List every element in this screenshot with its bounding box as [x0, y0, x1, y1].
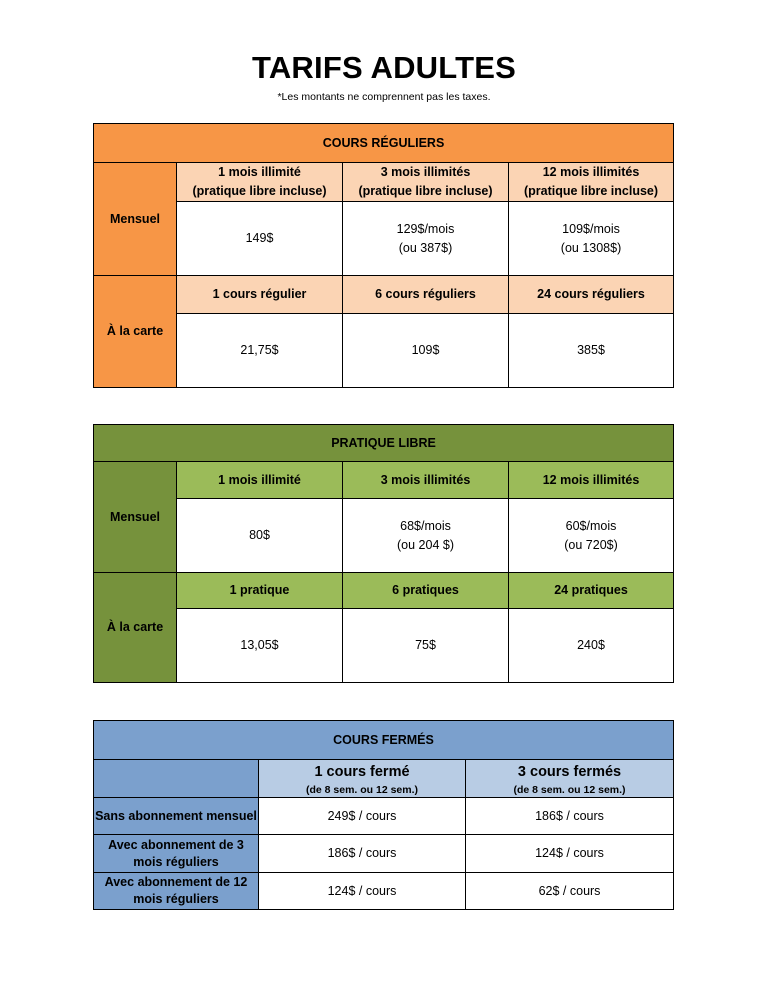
page-title: TARIFS ADULTES [252, 50, 516, 85]
price-cell: 124$ / cours [466, 835, 674, 873]
row-label: Avec abonnement de 3 mois réguliers [94, 835, 259, 873]
column-header: 1 cours fermé (de 8 sem. ou 12 sem.) [259, 760, 466, 798]
price-cell: 21,75$ [177, 314, 343, 388]
price-cell: 109$/mois (ou 1308$) [509, 202, 674, 276]
column-header: 1 pratique [177, 573, 343, 609]
price-cell: 62$ / cours [466, 873, 674, 910]
column-header: 6 pratiques [343, 573, 509, 609]
cours-reguliers-heading: COURS RÉGULIERS [94, 124, 674, 163]
column-header: 6 cours réguliers [343, 276, 509, 314]
column-header: 1 mois illimité [177, 462, 343, 499]
cours-fermes-heading: COURS FERMÉS [94, 721, 674, 760]
row-label: Sans abonnement mensuel [94, 798, 259, 835]
corner-cell [94, 760, 259, 798]
tax-note: *Les montants ne comprennent pas les taxes. [277, 91, 491, 103]
price-cell: 186$ / cours [259, 835, 466, 873]
row-label: Avec abonnement de 12 mois réguliers [94, 873, 259, 910]
pratique-libre-heading: PRATIQUE LIBRE [94, 425, 674, 462]
column-header: 3 mois illimités [343, 462, 509, 499]
price-cell: 60$/mois (ou 720$) [509, 499, 674, 573]
a-la-carte-label: À la carte [94, 276, 177, 388]
column-header: 3 mois illimités (pratique libre incluse) [343, 163, 509, 202]
column-header: 1 cours régulier [177, 276, 343, 314]
price-cell: 75$ [343, 609, 509, 683]
price-cell: 80$ [177, 499, 343, 573]
price-cell: 385$ [509, 314, 674, 388]
mensuel-label: Mensuel [94, 462, 177, 573]
price-cell: 68$/mois (ou 204 $) [343, 499, 509, 573]
price-cell: 186$ / cours [466, 798, 674, 835]
a-la-carte-label: À la carte [94, 573, 177, 683]
column-header: 12 mois illimités [509, 462, 674, 499]
price-cell: 149$ [177, 202, 343, 276]
cours-fermes-table [93, 720, 674, 910]
price-cell: 129$/mois (ou 387$) [343, 202, 509, 276]
price-cell: 249$ / cours [259, 798, 466, 835]
column-header: 24 cours réguliers [509, 276, 674, 314]
column-header: 12 mois illimités (pratique libre incluse) [509, 163, 674, 202]
cours-reguliers-table [93, 123, 674, 388]
price-cell: 109$ [343, 314, 509, 388]
price-cell: 13,05$ [177, 609, 343, 683]
mensuel-label: Mensuel [94, 163, 177, 276]
column-header: 3 cours fermés (de 8 sem. ou 12 sem.) [466, 760, 674, 798]
column-header: 1 mois illimité (pratique libre incluse) [177, 163, 343, 202]
column-header: 24 pratiques [509, 573, 674, 609]
pratique-libre-table [93, 424, 674, 683]
price-cell: 240$ [509, 609, 674, 683]
price-cell: 124$ / cours [259, 873, 466, 910]
